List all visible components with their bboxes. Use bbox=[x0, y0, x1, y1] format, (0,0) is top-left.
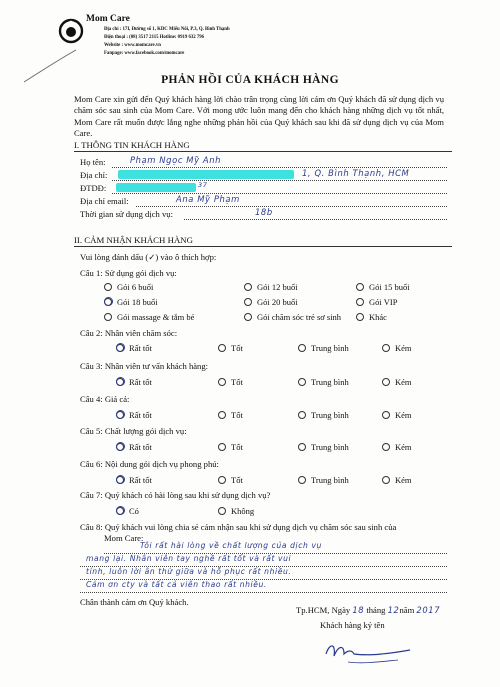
q3-option-average[interactable]: Trung bình bbox=[298, 377, 349, 387]
q2-option-very-good[interactable]: Rất tốt bbox=[116, 343, 152, 353]
field-value-name[interactable]: Phạm Ngọc Mỹ Anh bbox=[130, 155, 222, 165]
q1-option-18[interactable]: Gói 18 buổi bbox=[104, 297, 158, 307]
header-phone: Điện thoại : (08) 3517 2115 Hotline: 0919 632 796 bbox=[104, 35, 205, 40]
question-6-label: Câu 6: Nội dung gói dịch vụ phong phú: bbox=[80, 459, 219, 469]
instruction-text: Vui lòng đánh dấu (✓) vào ô thích hợp: bbox=[80, 252, 217, 262]
question-2-label: Câu 2: Nhân viên chăm sóc: bbox=[80, 328, 178, 338]
radio-icon[interactable] bbox=[382, 443, 390, 451]
q1-option-newborn[interactable]: Gói chăm sóc trẻ sơ sinh bbox=[244, 312, 341, 322]
radio-checked-icon[interactable] bbox=[116, 378, 124, 386]
question-1-label: Câu 1: Sử dụng gói dịch vụ: bbox=[80, 268, 177, 278]
q1-option-15[interactable]: Gói 15 buổi bbox=[356, 282, 410, 292]
q4-option-good[interactable]: Tốt bbox=[218, 410, 243, 420]
q6-option-good[interactable]: Tốt bbox=[218, 475, 243, 485]
field-label-address: Địa chỉ: bbox=[80, 170, 108, 180]
section-divider bbox=[74, 151, 452, 152]
radio-checked-icon[interactable] bbox=[116, 411, 124, 419]
q4-option-poor[interactable]: Kém bbox=[382, 410, 412, 420]
q6-option-very-good[interactable]: Rất tốt bbox=[116, 475, 152, 485]
radio-icon[interactable] bbox=[298, 443, 306, 451]
thanks-text: Chân thành cảm ơn Quý khách. bbox=[80, 597, 189, 607]
radio-icon[interactable] bbox=[298, 378, 306, 386]
field-line-phone bbox=[112, 193, 447, 194]
radio-icon[interactable] bbox=[218, 476, 226, 484]
question-3-label: Câu 3: Nhân viên tư vấn khách hàng: bbox=[80, 361, 209, 371]
date-month-word: tháng bbox=[366, 605, 386, 615]
answer-text-4[interactable]: Cám ơn cty và tất cả viên thao rất nhiều. bbox=[86, 580, 267, 589]
field-label-duration: Thời gian sử dụng dịch vụ: bbox=[80, 209, 173, 219]
redaction-address bbox=[118, 170, 294, 179]
mom-care-logo-icon bbox=[58, 18, 84, 44]
q1-option-6[interactable]: Gói 6 buổi bbox=[104, 282, 153, 292]
radio-checked-icon[interactable] bbox=[116, 507, 124, 515]
field-label-phone: ĐTDĐ: bbox=[80, 183, 107, 193]
q5-option-poor[interactable]: Kém bbox=[382, 442, 412, 452]
radio-icon[interactable] bbox=[244, 313, 252, 321]
section-feedback-title: II. CẢM NHẬN KHÁCH HÀNG bbox=[74, 235, 193, 245]
radio-checked-icon[interactable] bbox=[116, 344, 124, 352]
customer-signature-icon bbox=[318, 632, 418, 672]
answer-text-1[interactable]: Tôi rất hài lòng về chất lượng của dịch vụ bbox=[140, 541, 322, 550]
q3-option-poor[interactable]: Kém bbox=[382, 377, 412, 387]
q1-option-12[interactable]: Gói 12 buổi bbox=[244, 282, 298, 292]
radio-icon[interactable] bbox=[218, 507, 226, 515]
radio-icon[interactable] bbox=[298, 411, 306, 419]
header-website: Website : www.momcare.vn bbox=[104, 43, 161, 48]
question-7-label: Câu 7: Quý khách có hài lòng sau khi sử dụng dịch vụ? bbox=[80, 490, 271, 500]
radio-icon[interactable] bbox=[356, 313, 364, 321]
radio-icon[interactable] bbox=[218, 344, 226, 352]
q2-option-poor[interactable]: Kém bbox=[382, 343, 412, 353]
radio-icon[interactable] bbox=[244, 283, 252, 291]
q4-option-very-good[interactable]: Rất tốt bbox=[116, 410, 152, 420]
answer-text-2[interactable]: mang lại. Nhân viên tay nghề rất tốt và rất vui bbox=[86, 554, 292, 563]
date-prefix: Tp.HCM, Ngày bbox=[296, 605, 351, 615]
radio-icon[interactable] bbox=[104, 313, 112, 321]
signature-label: Khách hàng ký tên bbox=[320, 620, 385, 630]
q3-option-very-good[interactable]: Rất tốt bbox=[116, 377, 152, 387]
field-value-duration[interactable]: 18b bbox=[255, 207, 273, 217]
radio-icon[interactable] bbox=[218, 378, 226, 386]
answer-line-4 bbox=[80, 592, 447, 593]
section-customer-info-title: I. THÔNG TIN KHÁCH HÀNG bbox=[74, 140, 190, 150]
section-divider bbox=[74, 246, 452, 247]
q6-option-poor[interactable]: Kém bbox=[382, 475, 412, 485]
form-title: PHẢN HỒI CỦA KHÁCH HÀNG bbox=[161, 74, 339, 86]
intro-paragraph: Mom Care xin gửi đến Quý khách hàng lời chào trân trọng cùng lời cám ơn Quý khách đã sử dụng dịch vụ chăm sóc sau sinh của Mom Care. Với mong ước luôn mang đến cho khách hàng những dịch vụ tốt nhất, Mom Care rất muốn được lắng nghe những phản hồi của Quý khách sau khi đã sử dụng dịch vụ của Mom Care. bbox=[74, 94, 444, 139]
field-value-email[interactable]: Ana Mỹ Phạm bbox=[176, 194, 240, 204]
date-year[interactable]: 2017 bbox=[416, 605, 441, 615]
date-year-word: năm bbox=[399, 605, 415, 615]
q2-option-good[interactable]: Tốt bbox=[218, 343, 243, 353]
radio-checked-icon[interactable] bbox=[116, 476, 124, 484]
radio-icon[interactable] bbox=[104, 283, 112, 291]
field-label-email: Địa chỉ email: bbox=[80, 196, 129, 206]
q1-option-other[interactable]: Khác bbox=[356, 312, 387, 322]
radio-icon[interactable] bbox=[356, 298, 364, 306]
field-line-address bbox=[112, 180, 447, 181]
radio-checked-icon[interactable] bbox=[116, 443, 124, 451]
field-value-address[interactable]: 1, Q. Bình Thạnh, HCM bbox=[302, 168, 410, 178]
q5-option-average[interactable]: Trung bình bbox=[298, 442, 349, 452]
q5-option-good[interactable]: Tốt bbox=[218, 442, 243, 452]
radio-icon[interactable] bbox=[356, 283, 364, 291]
header-fanpage: Fanpage: www.facebook.com/momcare bbox=[104, 51, 185, 56]
q4-option-average[interactable]: Trung bình bbox=[298, 410, 349, 420]
radio-icon[interactable] bbox=[244, 298, 252, 306]
field-label-name: Họ tên: bbox=[80, 157, 106, 167]
redaction-phone bbox=[116, 183, 196, 192]
date-month[interactable]: 12 bbox=[387, 605, 400, 615]
date-line bbox=[296, 605, 440, 615]
radio-icon[interactable] bbox=[298, 344, 306, 352]
brand-name: Mom Care bbox=[86, 14, 130, 24]
question-8-label-cont: Mom Care: bbox=[104, 533, 144, 543]
q1-option-massage[interactable]: Gói massage & tắm bé bbox=[104, 312, 194, 322]
question-5-label: Câu 5: Chất lượng gói dịch vụ: bbox=[80, 426, 187, 436]
q6-option-average[interactable]: Trung bình bbox=[298, 475, 349, 485]
q7-option-yes[interactable]: Có bbox=[116, 506, 139, 516]
q3-option-good[interactable]: Tốt bbox=[218, 377, 243, 387]
question-4-label: Câu 4: Giá cả: bbox=[80, 394, 130, 404]
field-line-email bbox=[136, 206, 447, 207]
radio-icon[interactable] bbox=[382, 378, 390, 386]
field-value-phone[interactable]: 37 bbox=[198, 181, 208, 189]
radio-icon[interactable] bbox=[298, 476, 306, 484]
answer-text-3[interactable]: tính, luôn lời ân thứ giữa và hỗ phục rất nhiều. bbox=[86, 567, 292, 576]
q2-option-average[interactable]: Trung bình bbox=[298, 343, 349, 353]
radio-icon[interactable] bbox=[218, 443, 226, 451]
radio-icon[interactable] bbox=[218, 411, 226, 419]
radio-icon[interactable] bbox=[382, 411, 390, 419]
radio-icon[interactable] bbox=[382, 476, 390, 484]
q1-option-20[interactable]: Gói 20 buổi bbox=[244, 297, 298, 307]
radio-icon[interactable] bbox=[382, 344, 390, 352]
q7-option-no[interactable]: Không bbox=[218, 506, 254, 516]
field-line-duration bbox=[184, 219, 447, 220]
q5-option-very-good[interactable]: Rất tốt bbox=[116, 442, 152, 452]
radio-checked-icon[interactable] bbox=[104, 298, 112, 306]
date-day[interactable]: 18 bbox=[352, 605, 365, 615]
header-address: Địa chỉ : 17I, Đường số 1, KDC Miếu Nổi, P.3, Q. Bình Thạnh bbox=[104, 27, 230, 32]
question-8-label: Câu 8: Quý khách vui lòng chia sẻ cảm nhận sau khi sử dụng dịch vụ chăm sóc sau sinh của bbox=[80, 522, 397, 532]
q1-option-vip[interactable]: Gói VIP bbox=[356, 297, 397, 307]
